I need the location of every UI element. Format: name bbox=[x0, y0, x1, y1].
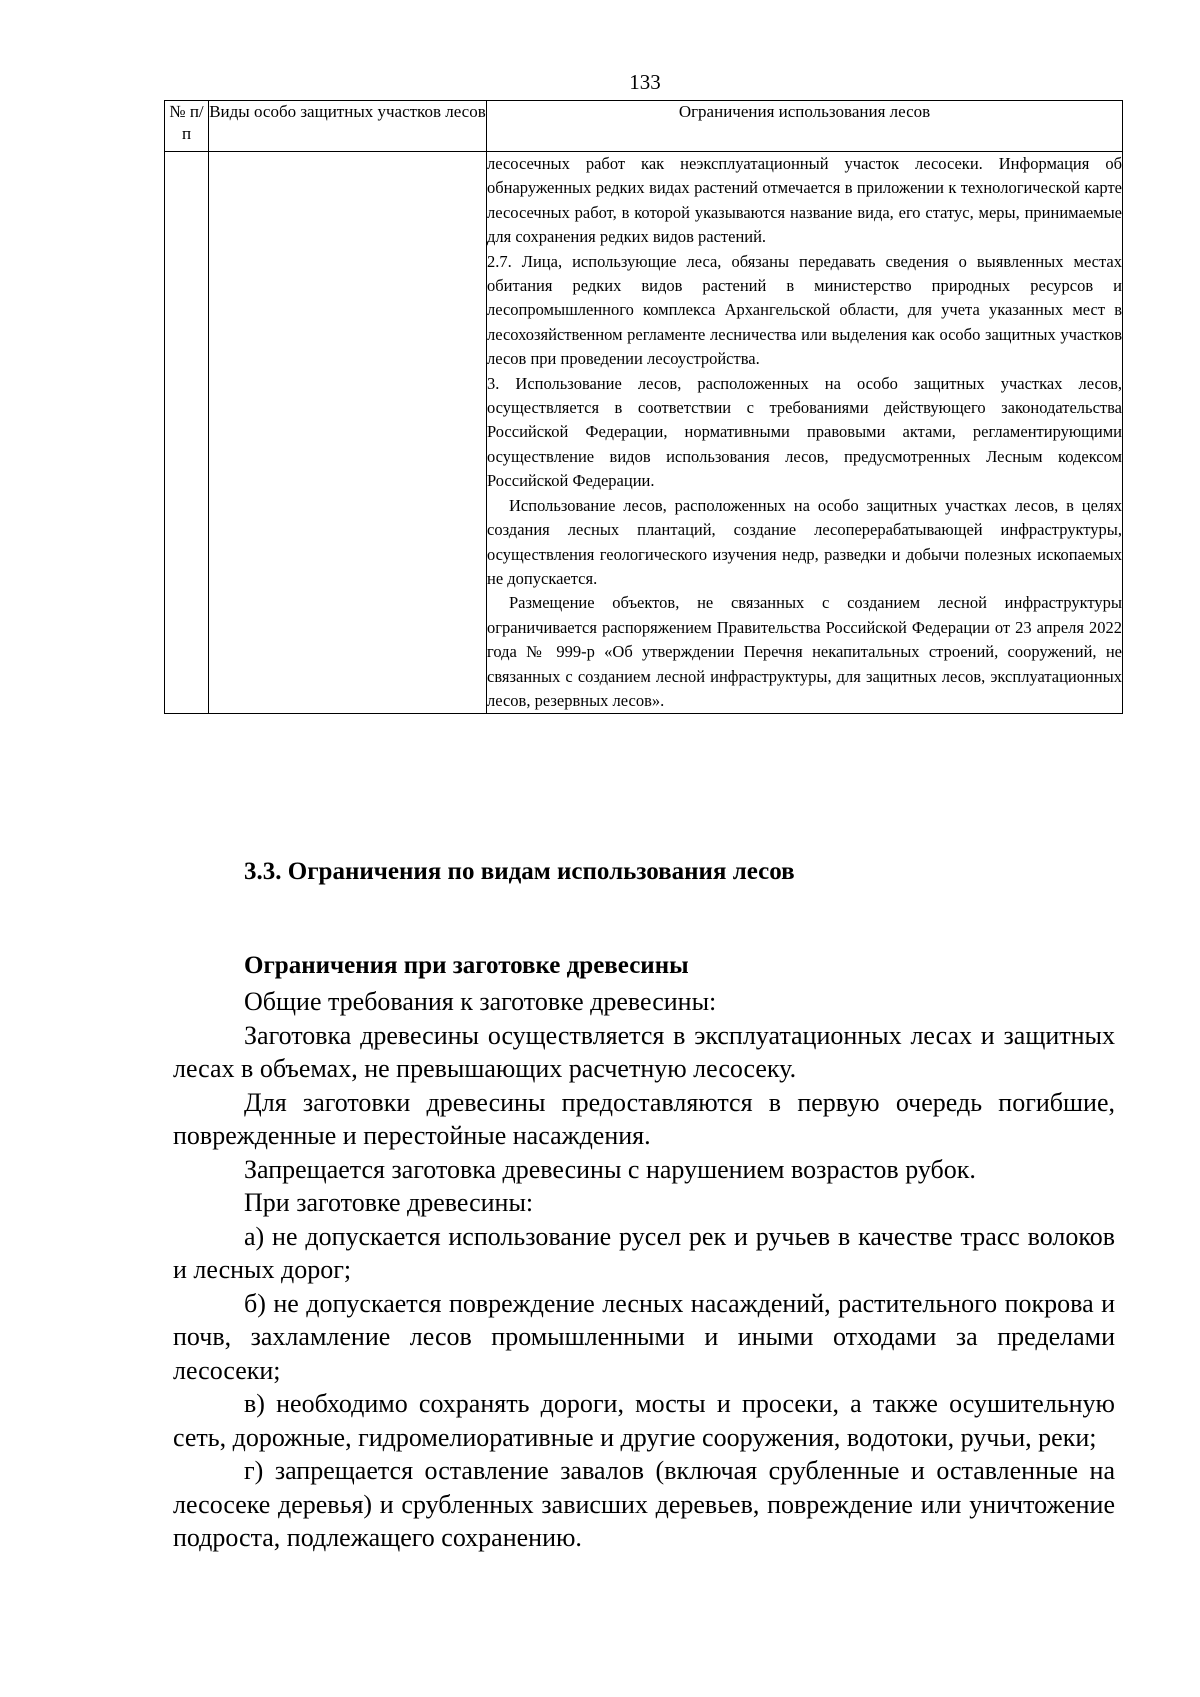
restriction-paragraph: 3. Использование лесов, расположенных на особо защитных участках лесов, осуществляется в соответствии с требованиями действующего законодательства Российской Федерации, нормативными правовыми актами, регламентирующими осуществление видов использования лесов, предусмотренных Лесным кодексом Российской Федерации. bbox=[487, 373, 1122, 491]
list-item: г) запрещается оставление завалов (включая срубленные и оставленные на лесосеке деревья) и срубленных зависших деревьев, повреждение или уничтожение подроста, подлежащего сохранению. bbox=[173, 1456, 1115, 1552]
subsection-heading: Ограничения при заготовке древесины bbox=[244, 952, 689, 979]
restriction-paragraph: лесосечных работ как неэксплуатационный участок лесосеки. Информация об обнаруженных редких видах растений отмечается в приложении к технологической карте лесосечных работ, в которой указываются название вида, его статус, меры, принимаемые для сохранения редких видов растений. bbox=[487, 154, 1122, 247]
restrictions-table bbox=[164, 100, 1123, 714]
restriction-paragraph: 2.7. Лица, использующие леса, обязаны передавать сведения о выявленных местах обитания редких видов растений в министерство природных ресурсов и лесопромышленного комплекса Архангельской области, для учета указанных мест в лесохозяйственном регламенте лесничества или выделения как особо защитных участков лесов при проведении лесоустройства. bbox=[487, 251, 1122, 369]
cell-restrictions bbox=[487, 152, 1123, 714]
list-item: а) не допускается использование русел рек и ручьев в качестве трасс волоков и лесных дорог; bbox=[173, 1221, 1115, 1284]
section-heading: 3.3. Ограничения по видам использования лесов bbox=[244, 858, 795, 885]
body-paragraph: Запрещается заготовка древесины с нарушением возрастов рубок. bbox=[244, 1154, 976, 1184]
cell-area-type bbox=[209, 152, 487, 714]
list-item: в) необходимо сохранять дороги, мосты и просеки, а также осушительную сеть, дорожные, гидромелиоративные и другие сооружения, водотоки, ручьи, реки; bbox=[173, 1389, 1115, 1452]
header-number: № п/п bbox=[165, 101, 209, 152]
table-row bbox=[165, 152, 1123, 714]
restriction-paragraph: Размещение объектов, не связанных с созданием лесной инфраструктуры ограничивается распоряжением Правительства Российской Федерации от 23 апреля 2022 года № 999-р «Об утверждении Перечня некапитальных строений, сооружений, не связанных с созданием лесной инфраструктуры, для защитных лесов, эксплуатационных лесов, резервных лесов». bbox=[487, 593, 1122, 710]
page-number: 133 bbox=[629, 70, 661, 94]
table-header-row bbox=[165, 101, 1123, 152]
header-area-type: Виды особо защитных участков лесов bbox=[209, 101, 487, 152]
cell-number bbox=[165, 152, 209, 714]
section-body bbox=[173, 855, 1115, 1555]
body-paragraph: Заготовка древесины осуществляется в эксплуатационных лесах и защитных лесах в объемах, не превышающих расчетную лесосеку. bbox=[173, 1020, 1115, 1083]
header-restrictions: Ограничения использования лесов bbox=[487, 101, 1123, 152]
body-paragraph: При заготовке древесины: bbox=[244, 1188, 534, 1217]
body-paragraph: Для заготовки древесины предоставляются в первую очередь погибшие, поврежденные и перестойные насаждения. bbox=[173, 1087, 1115, 1150]
list-item: б) не допускается повреждение лесных насаждений, растительного покрова и почв, захламление лесов промышленными и иными отходами за пределами лесосеки; bbox=[173, 1288, 1115, 1385]
restriction-paragraph: Использование лесов, расположенных на особо защитных участках лесов, в целях создания лесных плантаций, создание лесоперерабатывающей инфраструктуры, осуществления геологического изучения недр, разведки и добычи полезных ископаемых не допускается. bbox=[487, 495, 1122, 588]
body-paragraph: Общие требования к заготовке древесины: bbox=[244, 987, 717, 1016]
